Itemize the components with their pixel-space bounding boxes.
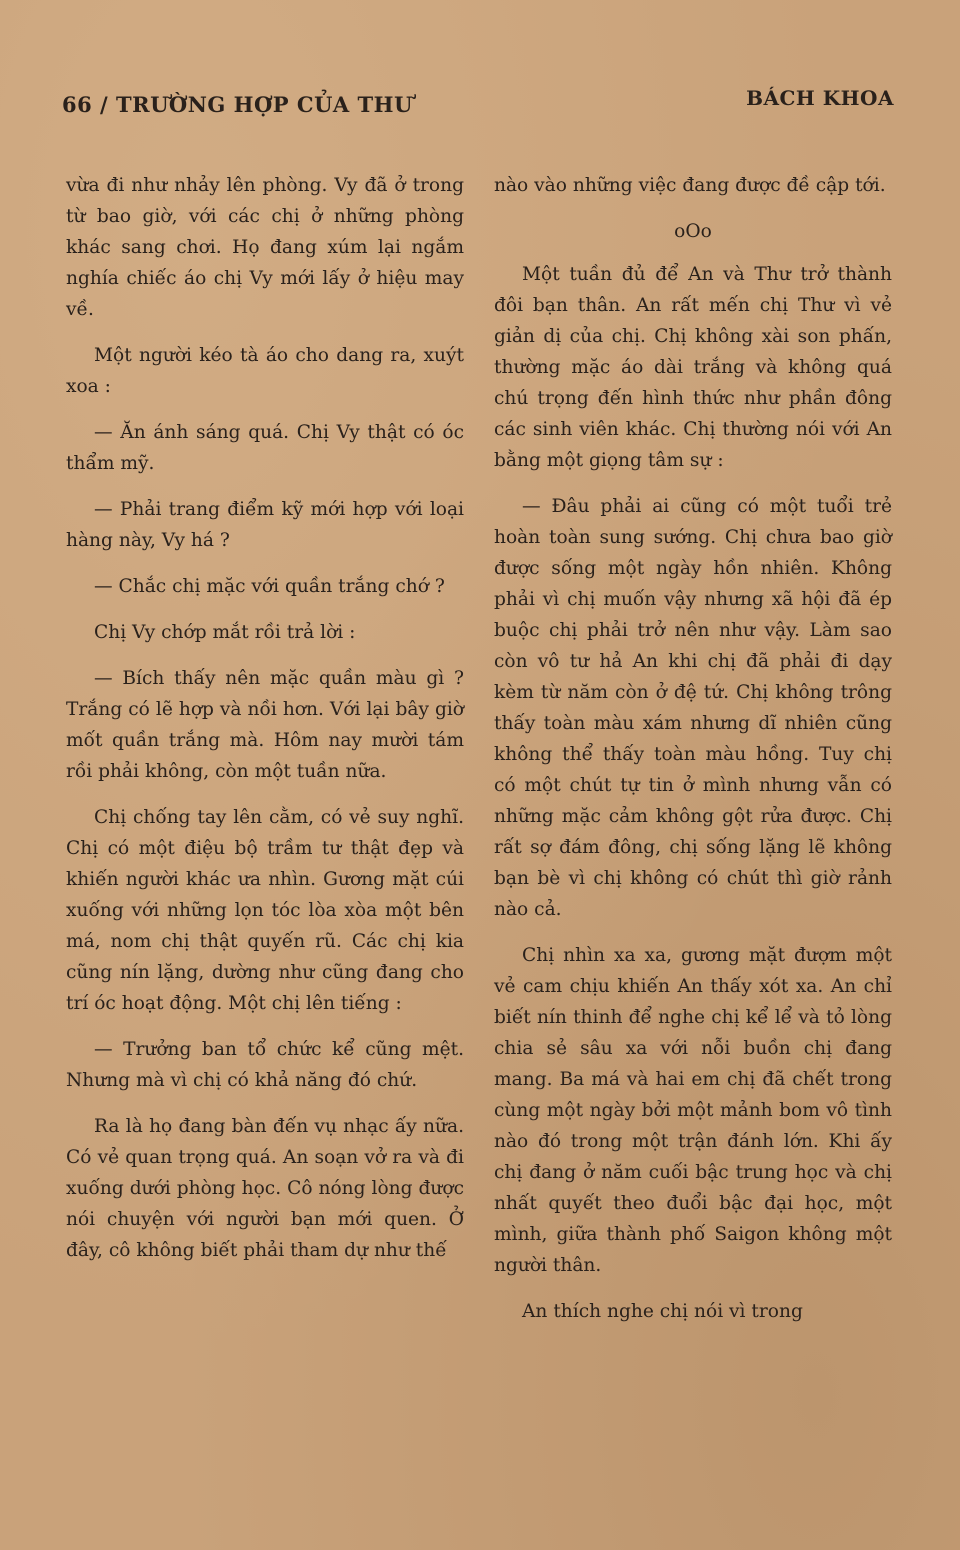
paragraph: Chị nhìn xa xa, gương mặt đượm một vẻ cam chịu khiến An thấy xót xa. An chỉ biết nín thinh để nghe chị kể lể và tỏ lòng chia sẻ sâu xa với nỗi buồn chị đang mang. Ba má và hai em chị đã chết trong cùng một ngày bởi một mảnh bom vô tình nào đó trong một trận đánh lớn. Khi ấy chị đang ở năm cuối bậc trung học và chị nhất quyết theo đuổi bậc đại học, một mình, giữa thành phố Saigon không một người thân. xyxy=(494,945,892,1276)
page-header xyxy=(62,86,894,126)
dialogue-line: — Phải trang điểm kỹ mới hợp với loại hàng này, Vy há ? xyxy=(66,499,464,551)
paragraph: An thích nghe chị nói vì trong xyxy=(522,1301,803,1322)
paragraph: vừa đi như nhảy lên phòng. Vy đã ở trong từ bao giờ, với các chị ở những phòng khác sang chơi. Họ đang xúm lại ngắm nghía chiếc áo chị Vy mới lấy ở hiệu may về. xyxy=(66,175,464,320)
dialogue-line: — Đâu phải ai cũng có một tuổi trẻ hoàn toàn sung sướng. Chị chưa bao giờ được sống một ngày hồn nhiên. Không phải vì chị muốn vậy nhưng xã hội đã ép buộc chị phải trở nên như vậy. Làm sao còn vô tư hả An khi chị đã phải đi dạy kèm từ năm còn ở đệ tứ. Chị không trông thấy toàn màu xám nhưng dĩ nhiên cũng không thể thấy toàn màu hồng. Tuy chị có một chút tự tin ở mình nhưng vẫn có những mặc cảm không gột rửa được. Chị rất sợ đám đông, chị sống lặng lẽ không bạn bè vì chị không có chút thì giờ rảnh nào cả. xyxy=(494,496,892,920)
dialogue-line: — Chắc chị mặc với quần trắng chớ ? xyxy=(94,576,445,597)
dialogue-line: — Ăn ánh sáng quá. Chị Vy thật có óc thẩm mỹ. xyxy=(66,422,464,474)
paragraph: Một tuần đủ để An và Thư trở thành đôi bạn thân. An rất mến chị Thư vì vẻ giản dị của chị. Chị không xài son phấn, thường mặc áo dài trắng và không quá chú trọng đến hình thức như phần đông các sinh viên khác. Chị thường nói với An bằng một giọng tâm sự : xyxy=(494,264,892,471)
running-title: 66 / TRƯỜNG HỢP CỦA THƯ xyxy=(62,92,413,117)
right-column xyxy=(494,170,892,1342)
dialogue-line: — Bích thấy nên mặc quần màu gì ? Trắng có lẽ hợp và nồi hơn. Với lại bây giờ mốt quần trắng mà. Hôm nay mười tám rồi phải không, còn một tuần nữa. xyxy=(66,668,464,782)
dialogue-line: — Trưởng ban tổ chức kể cũng mệt. Nhưng mà vì chị có khả năng đó chứ. xyxy=(66,1039,464,1091)
paragraph: Ra là họ đang bàn đến vụ nhạc ấy nữa. Có vẻ quan trọng quá. An soạn vở ra và đi xuống dưới phòng học. Cô nóng lòng được nói chuyện với người bạn mới quen. Ở đây, cô không biết phải tham dự như thế xyxy=(66,1116,464,1261)
paragraph: Một người kéo tà áo cho dang ra, xuýt xoa : xyxy=(66,345,464,397)
left-column xyxy=(66,170,464,1281)
paragraph: Chị chống tay lên cằm, có vẻ suy nghĩ. Chị có một điệu bộ trầm tư thật đẹp và khiến người khác ưa nhìn. Gương mặt cúi xuống với những lọn tóc lòa xòa một bên má, nom chị thật quyến rũ. Các chị kia cũng nín lặng, dường như cũng đang cho trí óc hoạt động. Một chị lên tiếng : xyxy=(66,807,464,1014)
section-separator: oOo xyxy=(674,221,712,242)
paragraph: Chị Vy chớp mắt rồi trả lời : xyxy=(94,622,356,643)
magazine-name: BÁCH KHOA xyxy=(746,86,894,110)
paragraph: nào vào những việc đang được đề cập tới. xyxy=(494,175,886,196)
